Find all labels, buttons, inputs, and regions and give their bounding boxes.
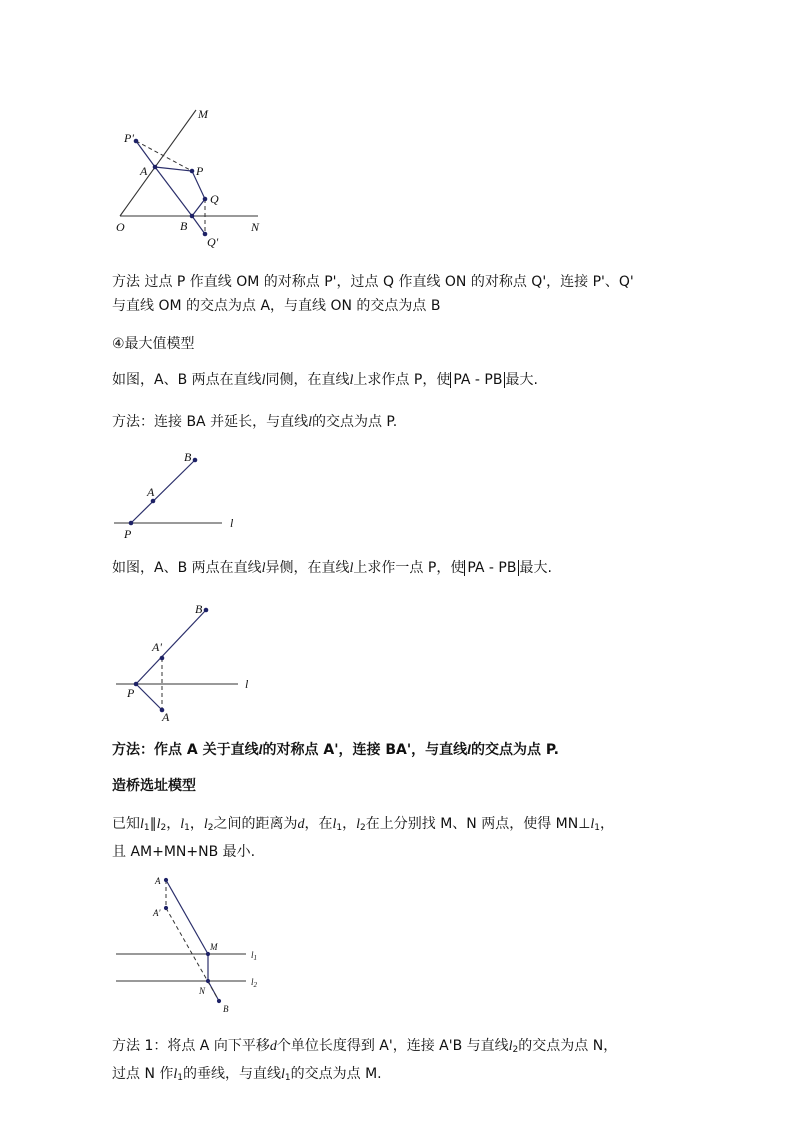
l1-subscript: 1	[143, 823, 150, 833]
figure-opposite-side	[112, 600, 262, 725]
point-m	[206, 952, 210, 956]
bridge-line-1: 已知$l_1\parallel l_2$，$l_1$，$l_2$之间的距离为d，在$l_1$，$l_2$在上分别找 M、N 两点，使得 $MN\perp l_1$，	[112, 816, 615, 833]
segment-a-m	[166, 880, 208, 954]
l1-symbol-6: l	[281, 1067, 285, 1082]
method-paragraph-3	[112, 738, 692, 763]
segment-p-b	[136, 610, 206, 684]
l2-subscript: 2	[160, 823, 167, 833]
label-o: O	[116, 220, 125, 234]
label-m: M	[198, 107, 208, 121]
method4-text-b: 个单位长度得到 A'，连接 A'B 与直线	[276, 1038, 509, 1054]
l2-symbol-3: l	[356, 817, 361, 832]
l1-subscript-6: 1	[284, 1073, 291, 1083]
method2-text-b: 的交点为点 P.	[311, 414, 398, 430]
label-b: B	[195, 602, 203, 616]
line-l-symbol-4: l	[261, 561, 266, 576]
figure-angle-symmetry	[110, 100, 280, 250]
label-a-prime: A'	[153, 908, 161, 918]
opposite-text-a: 如图，A、B 两点在直线	[112, 560, 262, 576]
method4-line-2	[112, 1062, 692, 1090]
segment-p-a	[136, 684, 162, 710]
point-a	[164, 878, 168, 882]
bridge-problem	[112, 812, 692, 864]
l1-symbol-2: l	[180, 817, 185, 832]
method3-text-b: 的对称点 A'，连接 BA'，与直线	[262, 742, 468, 758]
bridge-text-b: 之间的距离为	[213, 816, 298, 832]
l2-subscript-2: 2	[207, 823, 214, 833]
point-a	[151, 499, 156, 504]
label-a: A	[147, 485, 155, 499]
point-p	[129, 521, 134, 526]
method-paragraph-4	[112, 1034, 692, 1090]
point-b	[193, 458, 198, 463]
label-p: P	[196, 164, 204, 178]
l1-subscript-5: 1	[177, 1073, 183, 1083]
line-l-symbol-7: l	[467, 743, 472, 758]
method4-text-e: 的垂线，与直线	[183, 1066, 281, 1082]
d-symbol: d	[297, 817, 305, 832]
segment-p-b	[131, 460, 195, 523]
l2-subscript-4: 2	[512, 1045, 519, 1055]
label-l1: $l_1$	[251, 950, 258, 962]
label-b: B	[184, 450, 192, 464]
label-l: l	[230, 516, 234, 530]
segment-a-b	[155, 167, 192, 216]
method4-line-1	[112, 1034, 692, 1062]
point-a-prime	[160, 656, 165, 661]
method-paragraph-1	[112, 270, 692, 318]
bridge-text-c: ，在	[304, 816, 333, 832]
same-side-text-c: 上求作点 P，使	[353, 372, 451, 388]
line-l-symbol-5: l	[349, 561, 354, 576]
label-l: l	[245, 677, 249, 691]
point-b	[190, 214, 195, 219]
point-b	[204, 608, 209, 613]
point-a-prime	[164, 906, 168, 910]
label-a: A	[155, 876, 161, 886]
method-line-1: 方法 过点 P 作直线 OM 的对称点 P'，过点 Q 作直线 ON 的对称点 Q'，连接 P'、Q'	[112, 274, 634, 290]
figure-same-side	[110, 448, 250, 543]
opposite-text-b: 异侧，在直线	[265, 560, 350, 576]
label-m: M	[210, 942, 218, 952]
label-p: P	[127, 686, 135, 700]
l1-subscript-3: 1	[336, 823, 343, 833]
bridge-line-2: 且 AM+MN+NB 最小.	[112, 844, 256, 860]
label-p: P	[124, 527, 132, 541]
parallel-symbol: ∥	[149, 816, 157, 832]
l2-symbol-4: l	[508, 1039, 513, 1054]
point-p	[134, 682, 139, 687]
same-side-problem	[112, 368, 692, 393]
opposite-text-c: 上求作一点 P，使	[353, 560, 465, 576]
label-n: N	[251, 220, 260, 234]
bridge-text-a: 已知	[112, 816, 140, 832]
same-side-text-end: 最大.	[505, 372, 538, 388]
figure-bridge	[112, 870, 272, 1018]
label-a-prime: A'	[152, 640, 162, 654]
section-title-max: ④最大值模型	[112, 336, 195, 352]
l1-symbol-4: l	[590, 817, 595, 832]
segment-b-q-prime	[192, 216, 205, 234]
same-side-text-b: 同侧，在直线	[265, 372, 350, 388]
abs-expression: PA - PB	[450, 372, 505, 388]
l1-subscript-4: 1	[594, 823, 601, 833]
label-n: N	[199, 986, 206, 996]
label-q: Q	[210, 192, 219, 206]
l2-subscript-3: 2	[360, 823, 366, 833]
label-a: A	[140, 164, 148, 178]
method-line-2: 与直线 OM 的交点为点 A，与直线 ON 的交点为点 B	[112, 298, 441, 314]
l1-symbol-5: l	[173, 1067, 178, 1082]
method4-text-c: 的交点为点 N，	[518, 1038, 618, 1054]
line-l-symbol-3: l	[308, 415, 312, 430]
label-b: B	[223, 1004, 229, 1014]
abs-expression-2: PA - PB	[464, 560, 519, 576]
d-symbol-2: d	[269, 1039, 277, 1054]
line-l-symbol-6: l	[258, 743, 263, 758]
line-l-symbol-2: l	[349, 373, 354, 388]
same-side-text-a: 如图，A、B 两点在直线	[112, 372, 262, 388]
point-p-prime	[134, 139, 139, 144]
l1-subscript-2: 1	[184, 823, 190, 833]
label-a: A	[162, 710, 170, 724]
l1-symbol: l	[140, 817, 144, 832]
label-l2: $l_2$	[251, 977, 258, 989]
point-b	[217, 999, 221, 1003]
same-side-method	[112, 410, 692, 435]
point-q	[203, 197, 208, 202]
method4-text-a: 方法 1：将点 A 向下平移	[112, 1038, 270, 1054]
line-l-symbol: l	[261, 373, 266, 388]
label-q-prime: Q'	[207, 235, 219, 249]
l2-symbol: l	[156, 817, 161, 832]
bridge-text-d: 在上分别找 M、N 两点，使得 MN⊥	[365, 816, 591, 832]
label-p-prime: P'	[124, 131, 134, 145]
label-b: B	[180, 219, 188, 233]
opposite-side-problem	[112, 556, 692, 581]
method3-text-a: 方法：作点 A 关于直线	[112, 742, 259, 758]
l2-symbol-2: l	[203, 817, 208, 832]
l1-symbol-3: l	[332, 817, 337, 832]
method4-text-d: 过点 N 作	[112, 1066, 174, 1082]
method2-text-a: 方法：连接 BA 并延长，与直线	[112, 414, 309, 430]
point-p	[190, 169, 195, 174]
point-a	[153, 165, 158, 170]
method4-text-f: 的交点为点 M.	[290, 1066, 382, 1082]
point-n	[206, 979, 210, 983]
ray-om	[120, 110, 196, 216]
section-title-bridge: 造桥选址模型	[112, 778, 196, 794]
method3-text-c: 的交点为点 P.	[471, 742, 559, 758]
opposite-text-end: 最大.	[519, 560, 552, 576]
